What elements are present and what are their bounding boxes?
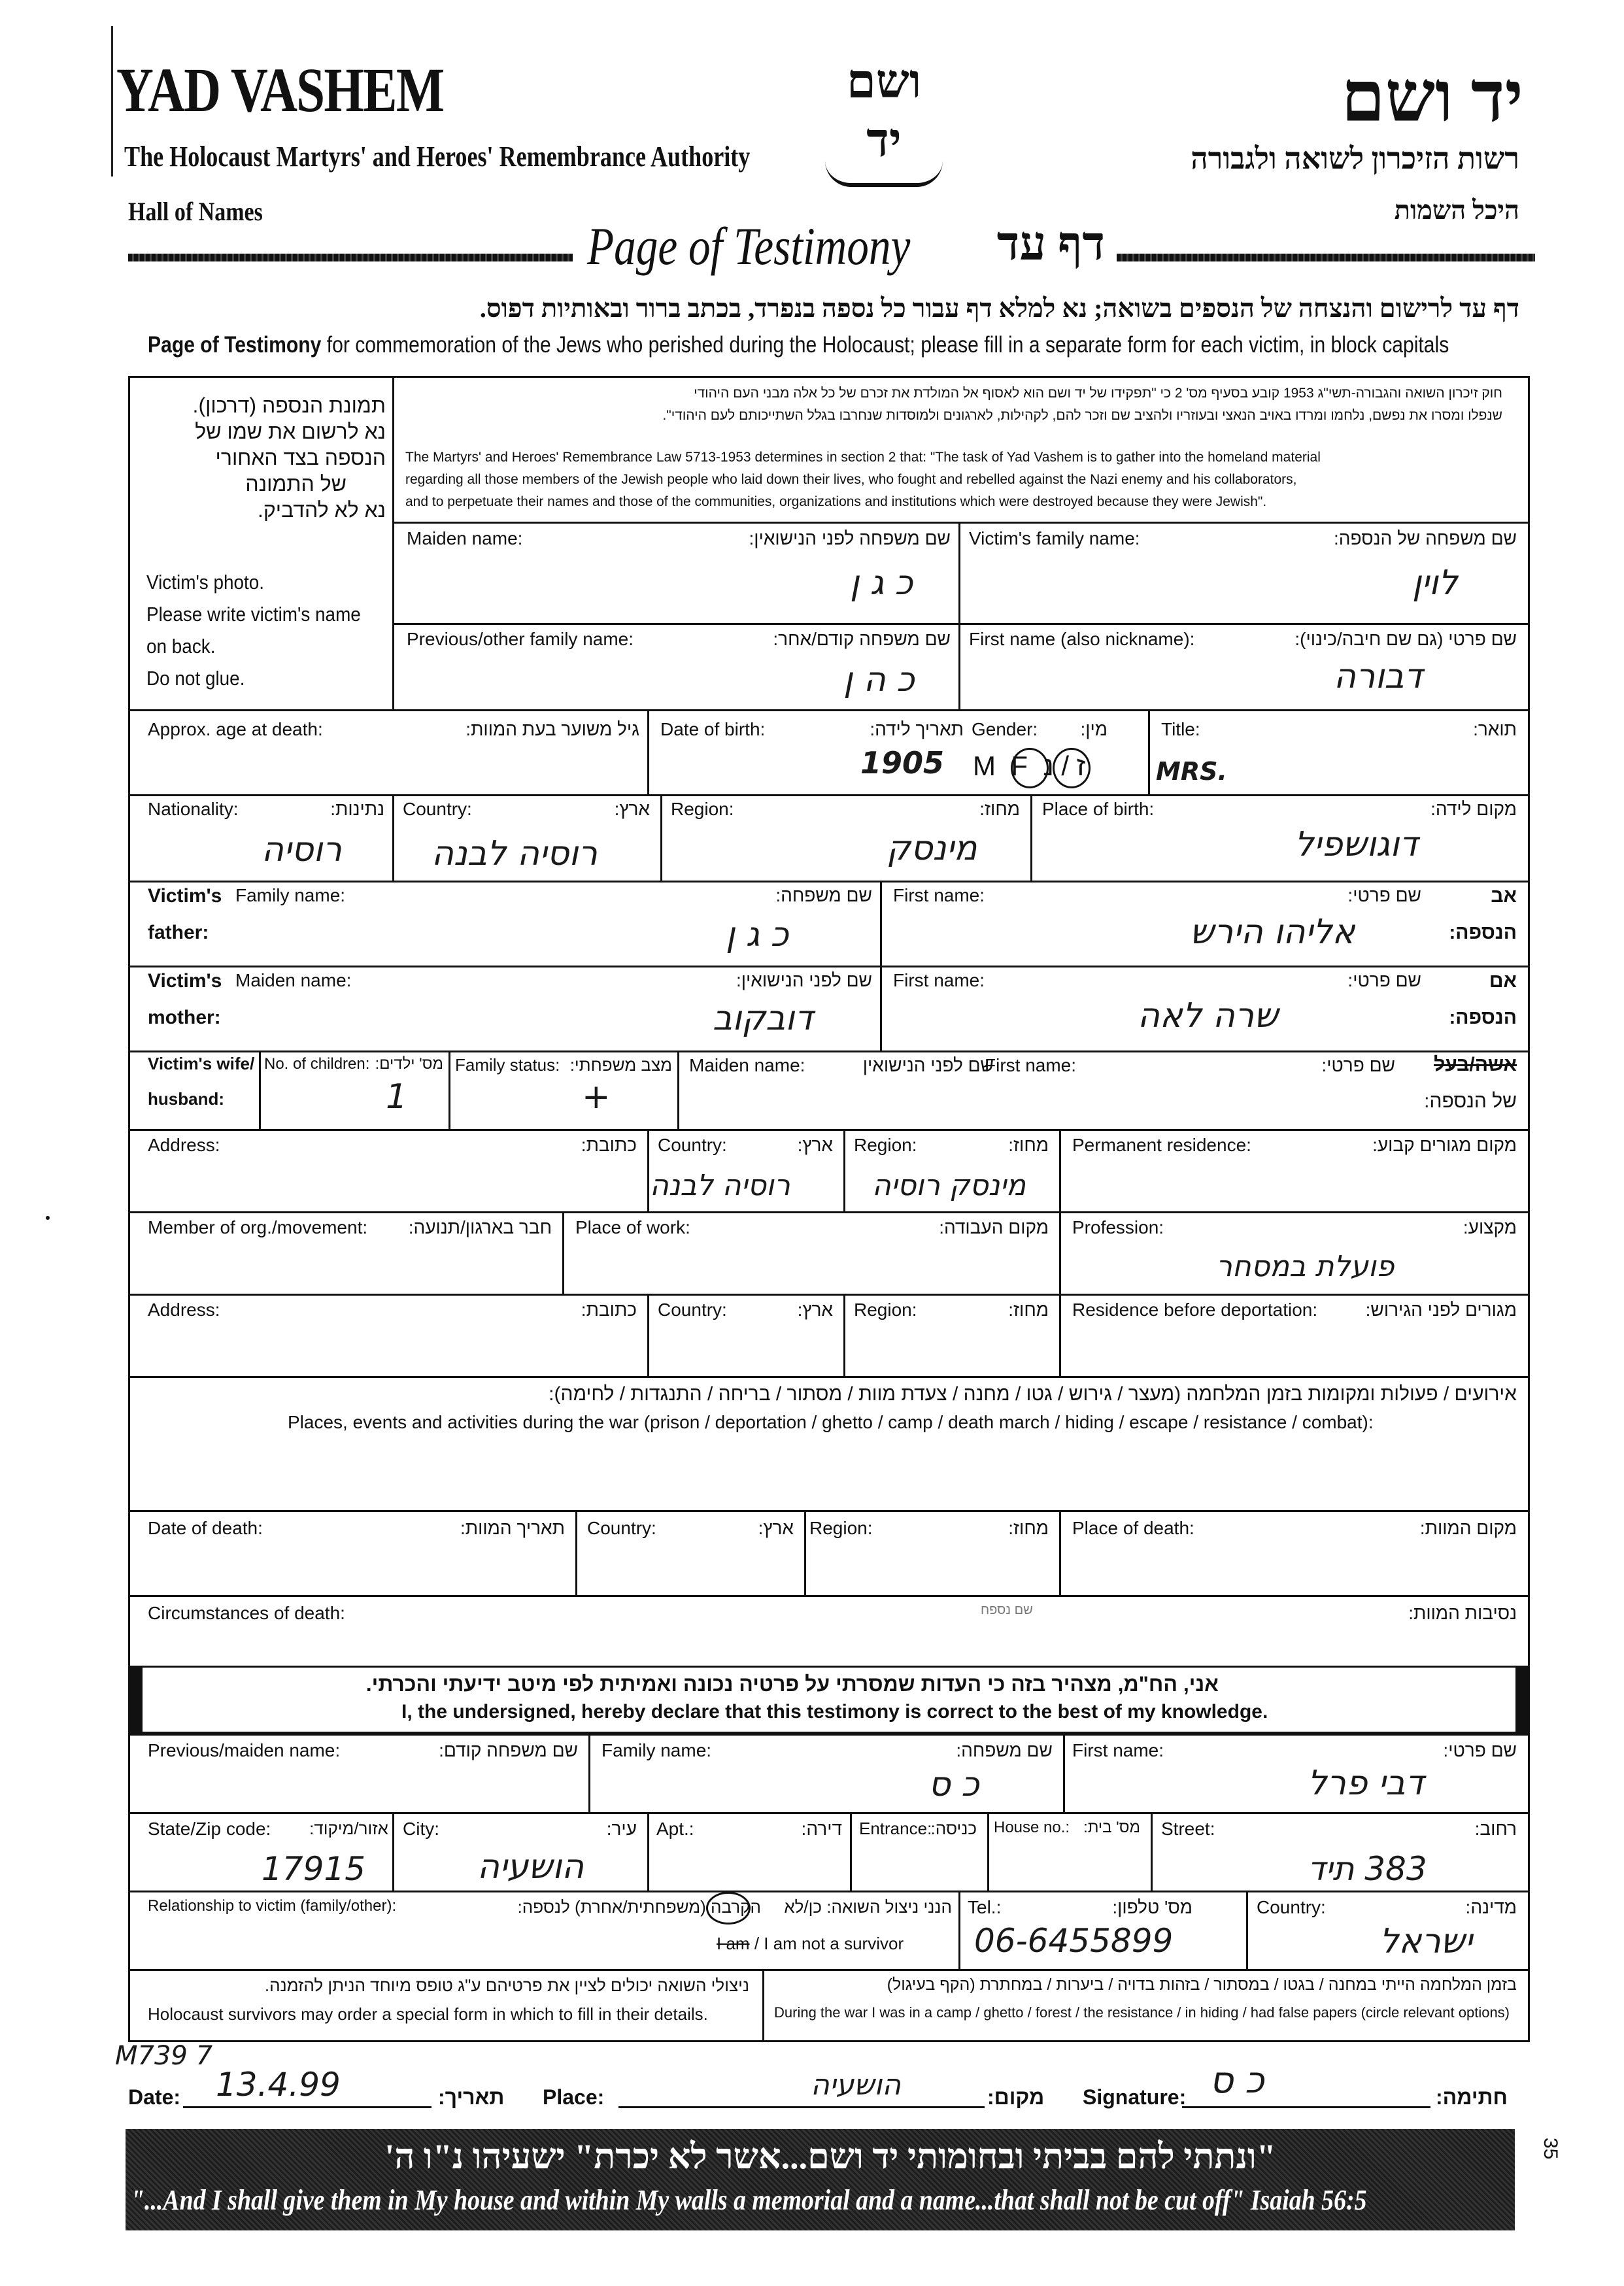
logo: ושם יד: [825, 52, 943, 187]
children-label-he: מס' ילדים:: [375, 1055, 443, 1073]
row-line: [128, 1051, 1530, 1052]
profession-label-he: מקצוע:: [1463, 1217, 1517, 1237]
address2-label-en: Address:: [148, 1300, 220, 1320]
col-line: [958, 522, 960, 623]
profession-label-en: Profession:: [1072, 1217, 1164, 1237]
org-name-he: יד ושם: [1341, 59, 1523, 137]
title-value[interactable]: MRS.: [1156, 757, 1227, 786]
faded-stamp: [981, 1603, 1033, 1618]
col-line: [647, 1294, 649, 1376]
zip-label-he: אזור/מיקוד:: [309, 1819, 388, 1838]
place-label-en: Place:: [543, 2085, 605, 2109]
intro-line-en-rest: for commemoration of the Jews who perished during the Holocaust; please fill in a separate form for each victim, in block capitals: [321, 332, 1449, 358]
member-label-en: Member of org./movement:: [148, 1217, 368, 1237]
dob-label-he: תאריך לידה:: [870, 719, 964, 739]
col-line: [1030, 794, 1032, 881]
family-status-label-en: Family status:: [455, 1055, 560, 1075]
mother-maiden-label-en: Maiden name:: [235, 970, 352, 990]
col-line: [588, 1734, 590, 1812]
gender-label-he: מין:: [1080, 719, 1108, 739]
title-label-he: תואר:: [1473, 719, 1517, 739]
mother-label-en-2: mother:: [148, 1007, 221, 1028]
row-line: [392, 623, 1530, 625]
signature-label-en: Signature:: [1083, 2085, 1187, 2109]
address2-country-label-en: Country:: [658, 1300, 727, 1320]
col-line: [1059, 1510, 1061, 1595]
country-label-he: ארץ:: [614, 799, 650, 819]
authority-he: רשות הזיכרון לשואה ולגבורה: [1191, 142, 1519, 175]
intro-line-en: [148, 332, 1449, 358]
sub-first-label-en: First name:: [1072, 1740, 1164, 1760]
spouse-label-en-1: Victim's wife/: [148, 1054, 255, 1073]
law-en-1: The Martyrs' and Heroes' Remembrance Law 5713-1953 determines in section 2 that: "The task of Yad Vashem is to gather into the homeland material: [405, 450, 1321, 465]
row-line: [392, 522, 1530, 524]
faded-stamp-1: שם: [1014, 1603, 1033, 1617]
sub-family-value[interactable]: כ ס: [928, 1765, 979, 1804]
law-he-2: שנפלו ומסרו את נפשם, נלחמו ומרדו באויב הנאצי ובעוזריו ולהציב שם וזכר להם, לקהילות, לארגונים ולמוסדות שנחרבו בגלל השתייכותם לעם היהודי".: [662, 408, 1502, 423]
spouse-label-en-2: husband:: [148, 1089, 224, 1109]
law-en-2: regarding all those members of the Jewish people who laid down their lives, who fought and rebelled against the Nazi enemy and his collaborators,: [405, 472, 1297, 487]
apt-label-he: דירה:: [801, 1819, 842, 1839]
perm-res-label-he: מקום מגורים קבוע:: [1372, 1135, 1517, 1155]
apt-label-en: Apt.:: [656, 1819, 694, 1839]
first-name-label-en: First name (also nickname):: [969, 629, 1195, 649]
col-line: [804, 1510, 806, 1595]
spouse-first-label-en: First name:: [985, 1055, 1077, 1075]
row-line: [128, 881, 1530, 882]
father-first-label-he: שם פרטי:: [1347, 885, 1421, 905]
address2-region-label-he: מחוז:: [1008, 1300, 1049, 1320]
family-status-label-he: מצב משפחתי:: [569, 1055, 672, 1075]
father-label-he-2: הנספה:: [1449, 922, 1517, 943]
zip-label-en: State/Zip code:: [148, 1819, 271, 1839]
sub-first-value[interactable]: דבי פרל: [1308, 1764, 1424, 1803]
row-line: [128, 1969, 1530, 1971]
dob-label-en: Date of birth:: [660, 719, 766, 739]
address-region-label-he: מחוז:: [1008, 1135, 1049, 1155]
col-line: [660, 794, 662, 881]
tel-label-he: מס' טלפון:: [1112, 1897, 1193, 1917]
col-line: [647, 709, 649, 794]
zip-value[interactable]: 17915: [262, 1850, 366, 1888]
footer-quote-he: "ונתתי להם בביתי ובחומותי יד ושם...אשר לא יכרת" ישעיהו נ"ו ה': [384, 2137, 1276, 2176]
col-line: [880, 966, 882, 1051]
first-name-label-he: שם פרטי (גם שם חיבה/כינוי):: [1294, 629, 1517, 649]
row-line: [128, 1595, 1530, 1597]
signature-value[interactable]: כ ס: [1210, 2059, 1264, 2102]
col-line: [1148, 709, 1150, 794]
father-first-label-en: First name:: [893, 885, 985, 905]
declaration-he: אני, הח"מ, מצהיר בזה כי העדות שמסרתי על פרטיה נכונה ואמיתית לפי מיטב ידיעתי והכרתי.: [365, 1672, 1219, 1696]
footer-side-number: 35: [1540, 2138, 1561, 2160]
law-en-3: and to perpetuate their names and those of the communities, organizations and institutions which were destroyed because they were Jewish".: [405, 494, 1267, 509]
row-line: [128, 794, 1530, 796]
date-value[interactable]: 13.4.99: [216, 2066, 341, 2104]
row-line: [128, 966, 1530, 967]
survivor-am-struck: I am: [717, 1934, 750, 1953]
row-line: [128, 1129, 1530, 1131]
date-line: [183, 2106, 431, 2108]
org-name-en: YAD VASHEM: [116, 55, 444, 125]
nationality-label-en: Nationality:: [148, 799, 239, 819]
col-line: [562, 1211, 564, 1294]
col-line: [392, 1812, 394, 1891]
father-label-he-1: אב: [1491, 885, 1517, 907]
prev-maiden-label-he: שם משפחה קודם:: [439, 1740, 578, 1760]
mother-maiden-label-he: שם לפני הנישואין:: [736, 970, 872, 990]
mother-label-he-1: אם: [1489, 970, 1517, 992]
spouse-label-he-1: אשה/בעל: [1434, 1054, 1517, 1075]
dob-value[interactable]: 1905: [860, 745, 945, 781]
col-line: [1063, 1734, 1065, 1812]
city-label-he: עיר:: [606, 1819, 637, 1839]
dod-country-label-en: Country:: [587, 1518, 656, 1538]
col-line: [448, 1051, 450, 1129]
authority-en: The Holocaust Martyrs' and Heroes' Remembrance Authority: [124, 141, 751, 173]
sub-first-label-he: שם פרטי:: [1443, 1740, 1517, 1760]
photo-he-line-1: תמונת הנספה (דרכון).: [192, 394, 386, 417]
maiden-name-label-he: שם משפחה לפני הנישואין:: [749, 528, 951, 548]
col-line: [843, 1294, 845, 1376]
member-label-he: חבר בארגון/תנועה:: [408, 1217, 552, 1237]
pod-label-en: Place of death:: [1072, 1518, 1194, 1538]
row-line: [128, 1891, 1530, 1892]
address-label-en: Address:: [148, 1135, 220, 1155]
circumstances-label-he: נסיבות המוות:: [1408, 1603, 1517, 1623]
work-label-en: Place of work:: [575, 1217, 690, 1237]
declaration-bar-left: [128, 1666, 143, 1734]
father-label-en-1: Victim's: [148, 885, 222, 907]
mother-first-label-en: First name:: [893, 970, 985, 990]
prev-name-value[interactable]: כ ה ן: [843, 660, 915, 699]
survivor-note-he: ניצולי השואה יכולים לציין את פרטיהם ע"ג טופס מיוחד הניתן להזמנה.: [264, 1975, 749, 1995]
perm-res-label-en: Permanent residence:: [1072, 1135, 1251, 1155]
col-line: [850, 1812, 852, 1891]
gender-options[interactable]: M F ז / נ: [973, 750, 1086, 781]
photo-en-line-4: Do not glue.: [146, 667, 245, 690]
entrance-label-he: כניסה:: [930, 1819, 977, 1838]
col-line: [1246, 1891, 1248, 1969]
city-label-en: City:: [403, 1819, 439, 1839]
children-label-en: No. of children:: [264, 1055, 370, 1073]
spouse-first-label-he: שם פרטי:: [1321, 1055, 1395, 1075]
country-value[interactable]: רוסיה לבנה: [431, 834, 598, 873]
address-country-label-he: ארץ:: [797, 1135, 833, 1155]
row-line: [128, 1666, 1530, 1668]
events-label-en: Places, events and activities during the war (prison / deportation / ghetto / camp / death march / hiding / escape / resistance / combat):: [288, 1412, 1374, 1432]
survivor-am-not: / I am not a survivor: [754, 1934, 904, 1953]
footer-quote-en: "...And I shall give them in My house and within My walls a memorial and a name...that shall not be cut off" Isaiah 56:5: [131, 2184, 1367, 2216]
maiden-name-value[interactable]: כ ג ן: [850, 563, 913, 603]
declaration-en: I, the undersigned, hereby declare that this testimony is correct to the best of my knowledge.: [401, 1701, 1268, 1723]
col-line: [1059, 1294, 1061, 1376]
page-title-en: Page of Testimony: [587, 216, 911, 276]
tel-value[interactable]: 06-6455899: [974, 1922, 1174, 1960]
pob-label-en: Place of birth:: [1042, 799, 1155, 819]
dod-country-label-he: ארץ:: [758, 1518, 794, 1538]
col-line: [880, 881, 882, 966]
place-line: [618, 2106, 985, 2108]
victim-family-name-label-en: Victim's family name:: [969, 528, 1140, 548]
spouse-label-he-2: של הנספה:: [1424, 1090, 1517, 1112]
faded-stamp-2: נספח: [981, 1603, 1011, 1617]
region-label-en: Region:: [671, 799, 734, 819]
address-label-he: כתובת:: [581, 1135, 637, 1155]
during-war-en: During the war I was in a camp / ghetto / forest / the resistance / in hiding / had false papers (circle relevant options): [774, 2004, 1510, 2021]
survivor-label-he: הנני ניצול השואה: כן/לא: [784, 1897, 952, 1917]
mother-maiden-value[interactable]: דובקוב: [713, 999, 813, 1038]
pob-label-he: מקום לידה:: [1430, 799, 1517, 819]
nationality-value[interactable]: רוסיה: [262, 830, 342, 869]
gender-label-en: Gender:: [972, 719, 1038, 739]
col-line: [259, 1051, 261, 1129]
survivor-note-en: Holocaust survivors may order a special form in which to fill in their details.: [148, 2004, 708, 2024]
children-value[interactable]: 1: [386, 1077, 408, 1117]
nationality-label-he: נתינות:: [330, 799, 384, 819]
photo-instructions-en: [146, 566, 361, 694]
region-value[interactable]: מינסק: [887, 829, 977, 868]
col-line: [677, 1051, 679, 1129]
margin-note: M739 7: [115, 2041, 213, 2071]
address2-country-label-he: ארץ:: [797, 1300, 833, 1320]
dod-region-label-en: Region:: [809, 1518, 873, 1538]
country-label-en: Country:: [403, 799, 472, 819]
street-label-he: רחוב:: [1474, 1819, 1517, 1839]
pob-value[interactable]: דוגושפיל: [1294, 825, 1418, 864]
photo-en-line-3: on back.: [146, 635, 216, 658]
row-line: [128, 1294, 1530, 1296]
prev-maiden-label-en: Previous/maiden name:: [148, 1740, 341, 1760]
events-label-he: אירועים / פעולות ומקומות בזמן המלחמה (מעצר / גירוש / גטו / מחנה / צעדת מוות / מסתור / בריחה / התנגדות / לחימה):: [549, 1383, 1517, 1405]
signature-line: [1182, 2106, 1430, 2108]
age-label-he: גיל משוער בעת המוות:: [465, 719, 639, 739]
dod-region-label-he: מחוז:: [1008, 1518, 1049, 1538]
address-country-value[interactable]: רוסיה לבנה: [650, 1169, 790, 1202]
row-line: [128, 1510, 1530, 1512]
col-line: [762, 1969, 764, 2042]
work-label-he: מקום העבודה:: [939, 1217, 1049, 1237]
photo-he-line-5: נא לא להדביק.: [258, 498, 386, 522]
hall-of-names-he: היכל השמות: [1394, 195, 1519, 225]
col-line: [647, 1129, 649, 1211]
city-value[interactable]: הושעיה: [477, 1847, 584, 1887]
entrance-label-en: Entrance:: [859, 1819, 932, 1838]
place-value[interactable]: הושעיה: [811, 2068, 902, 2102]
row-line: [128, 1812, 1530, 1814]
house-label-en: House no.:: [994, 1819, 1070, 1836]
place-label-he: מקום:: [987, 2085, 1045, 2109]
sub-country-label-he: מדינה:: [1465, 1897, 1517, 1917]
col-line: [958, 1891, 960, 1969]
father-first-value[interactable]: אליהו הירש: [1190, 913, 1355, 952]
res-before-label-he: מגורים לפני הגירוש:: [1365, 1300, 1517, 1320]
date-label-en: Date:: [128, 2085, 181, 2109]
col-line: [647, 1812, 649, 1891]
victim-family-name-value[interactable]: לוין: [1412, 563, 1458, 603]
during-war-he: בזמן המלחמה הייתי במחנה / בגטו / במסתור / בזהות בדויה / ביערות / במחתרת (הקף בעיגול): [887, 1975, 1517, 1994]
house-label-he: מס' בית:: [1083, 1819, 1140, 1836]
address2-region-label-en: Region:: [854, 1300, 917, 1320]
mother-label-en-1: Victim's: [148, 970, 222, 992]
dod-label-en: Date of death:: [148, 1518, 263, 1538]
law-he-1: חוק זיכרון השואה והגבורה-תשי"ג 1953 קובע בסעיף מס' 2 כי "תפקידו של יד ושם הוא לאסוף אל המולדת את זכרם של כל אלה מבני העם היהודי: [694, 386, 1502, 401]
margin-mark: [46, 1216, 50, 1220]
row-line: [128, 709, 1530, 711]
address-region-label-en: Region:: [854, 1135, 917, 1155]
hall-of-names-en: Hall of Names: [128, 197, 263, 226]
col-line: [843, 1129, 845, 1211]
address-region-value[interactable]: מינסק רוסיה: [872, 1169, 1026, 1202]
spouse-maiden-label-en: Maiden name:: [689, 1055, 805, 1075]
row-line: [128, 1211, 1530, 1213]
pod-label-he: מקום המוות:: [1419, 1518, 1517, 1538]
age-label-en: Approx. age at death:: [148, 719, 323, 739]
title-label-en: Title:: [1161, 719, 1200, 739]
col-line: [1059, 1211, 1061, 1294]
col-line: [575, 1510, 577, 1595]
mother-first-value[interactable]: שרה לאה: [1138, 996, 1278, 1035]
row-line: [128, 1376, 1530, 1378]
family-status-value[interactable]: +: [582, 1077, 611, 1117]
title-rule-left: [128, 254, 573, 261]
col-line: [958, 623, 960, 709]
photo-box-divider: [392, 376, 394, 709]
declaration-bar-right: [1515, 1666, 1530, 1734]
photo-he-line-2: נא לרשום את שמו של: [195, 420, 386, 443]
sub-country-label-en: Country:: [1257, 1897, 1326, 1917]
region-label-he: מחוז:: [979, 799, 1020, 819]
sub-family-label-he: שם משפחה:: [956, 1740, 1053, 1760]
intro-line-he: דף עד לרישום והנצחה של הנספים בשואה; נא למלא דף עבור כל נספה בנפרד, בכתב ברור ובאותיות דפוס.: [479, 294, 1519, 323]
maiden-name-label-en: Maiden name:: [407, 528, 523, 548]
relation-label-he: הקרבה (משפחתית/אחרת) לנספה:: [517, 1897, 761, 1917]
dod-label-he: תאריך המוות:: [460, 1518, 565, 1538]
photo-en-line-2: Please write victim's name: [146, 603, 361, 626]
father-family-value[interactable]: כ ג ן: [726, 915, 789, 954]
profession-value[interactable]: פועלת במסחר: [1216, 1250, 1395, 1283]
tel-label-en: Tel.:: [968, 1897, 1002, 1917]
mother-label-he-2: הנספה:: [1449, 1007, 1517, 1028]
gender-n-circle: [1053, 748, 1091, 788]
title-rule-right: [1117, 254, 1535, 261]
prev-name-label-he: שם משפחה קודם/אחר:: [773, 629, 951, 649]
date-label-he: תאריך:: [438, 2085, 505, 2109]
photo-en-line-1: Victim's photo.: [146, 571, 265, 594]
sub-country-value[interactable]: ישראל: [1379, 1922, 1473, 1961]
intro-line-en-bold: Page of Testimony: [148, 332, 322, 358]
mother-first-label-he: שם פרטי:: [1347, 970, 1421, 990]
gender-f-circle: [1011, 748, 1049, 788]
res-before-label-en: Residence before deportation:: [1072, 1300, 1318, 1320]
photo-instructions-he: [137, 392, 386, 523]
sub-family-label-en: Family name:: [601, 1740, 712, 1760]
survivor-label-en: [717, 1934, 904, 1954]
address2-label-he: כתובת:: [581, 1300, 637, 1320]
street-value[interactable]: 383 תיד: [1308, 1850, 1427, 1888]
photo-he-line-4: של התמונה: [245, 472, 347, 496]
victim-family-name-label-he: שם משפחה של הנספה:: [1333, 528, 1517, 548]
circumstances-label-en: Circumstances of death:: [148, 1603, 345, 1623]
prev-name-label-en: Previous/other family name:: [407, 629, 634, 649]
father-label-en-2: father:: [148, 922, 209, 943]
photo-he-line-3: הנספה בצד האחורי: [215, 446, 386, 469]
father-family-label-he: שם משפחה:: [775, 885, 872, 905]
signature-label-he: חתימה:: [1436, 2085, 1508, 2109]
first-name-value[interactable]: דבורה: [1334, 657, 1423, 696]
survivor-circle: [706, 1892, 751, 1925]
relation-label-en: Relationship to victim (family/other):: [148, 1897, 397, 1915]
col-line: [1059, 1129, 1061, 1211]
address-country-label-en: Country:: [658, 1135, 727, 1155]
father-family-label-en: Family name:: [235, 885, 346, 905]
spouse-maiden-label-he: שם לפני הנישואין: [862, 1055, 994, 1075]
street-label-en: Street:: [1161, 1819, 1215, 1839]
page-title-he: דף עד: [996, 218, 1105, 270]
col-line: [392, 794, 394, 881]
col-line: [987, 1812, 989, 1891]
col-line: [1151, 1812, 1153, 1891]
